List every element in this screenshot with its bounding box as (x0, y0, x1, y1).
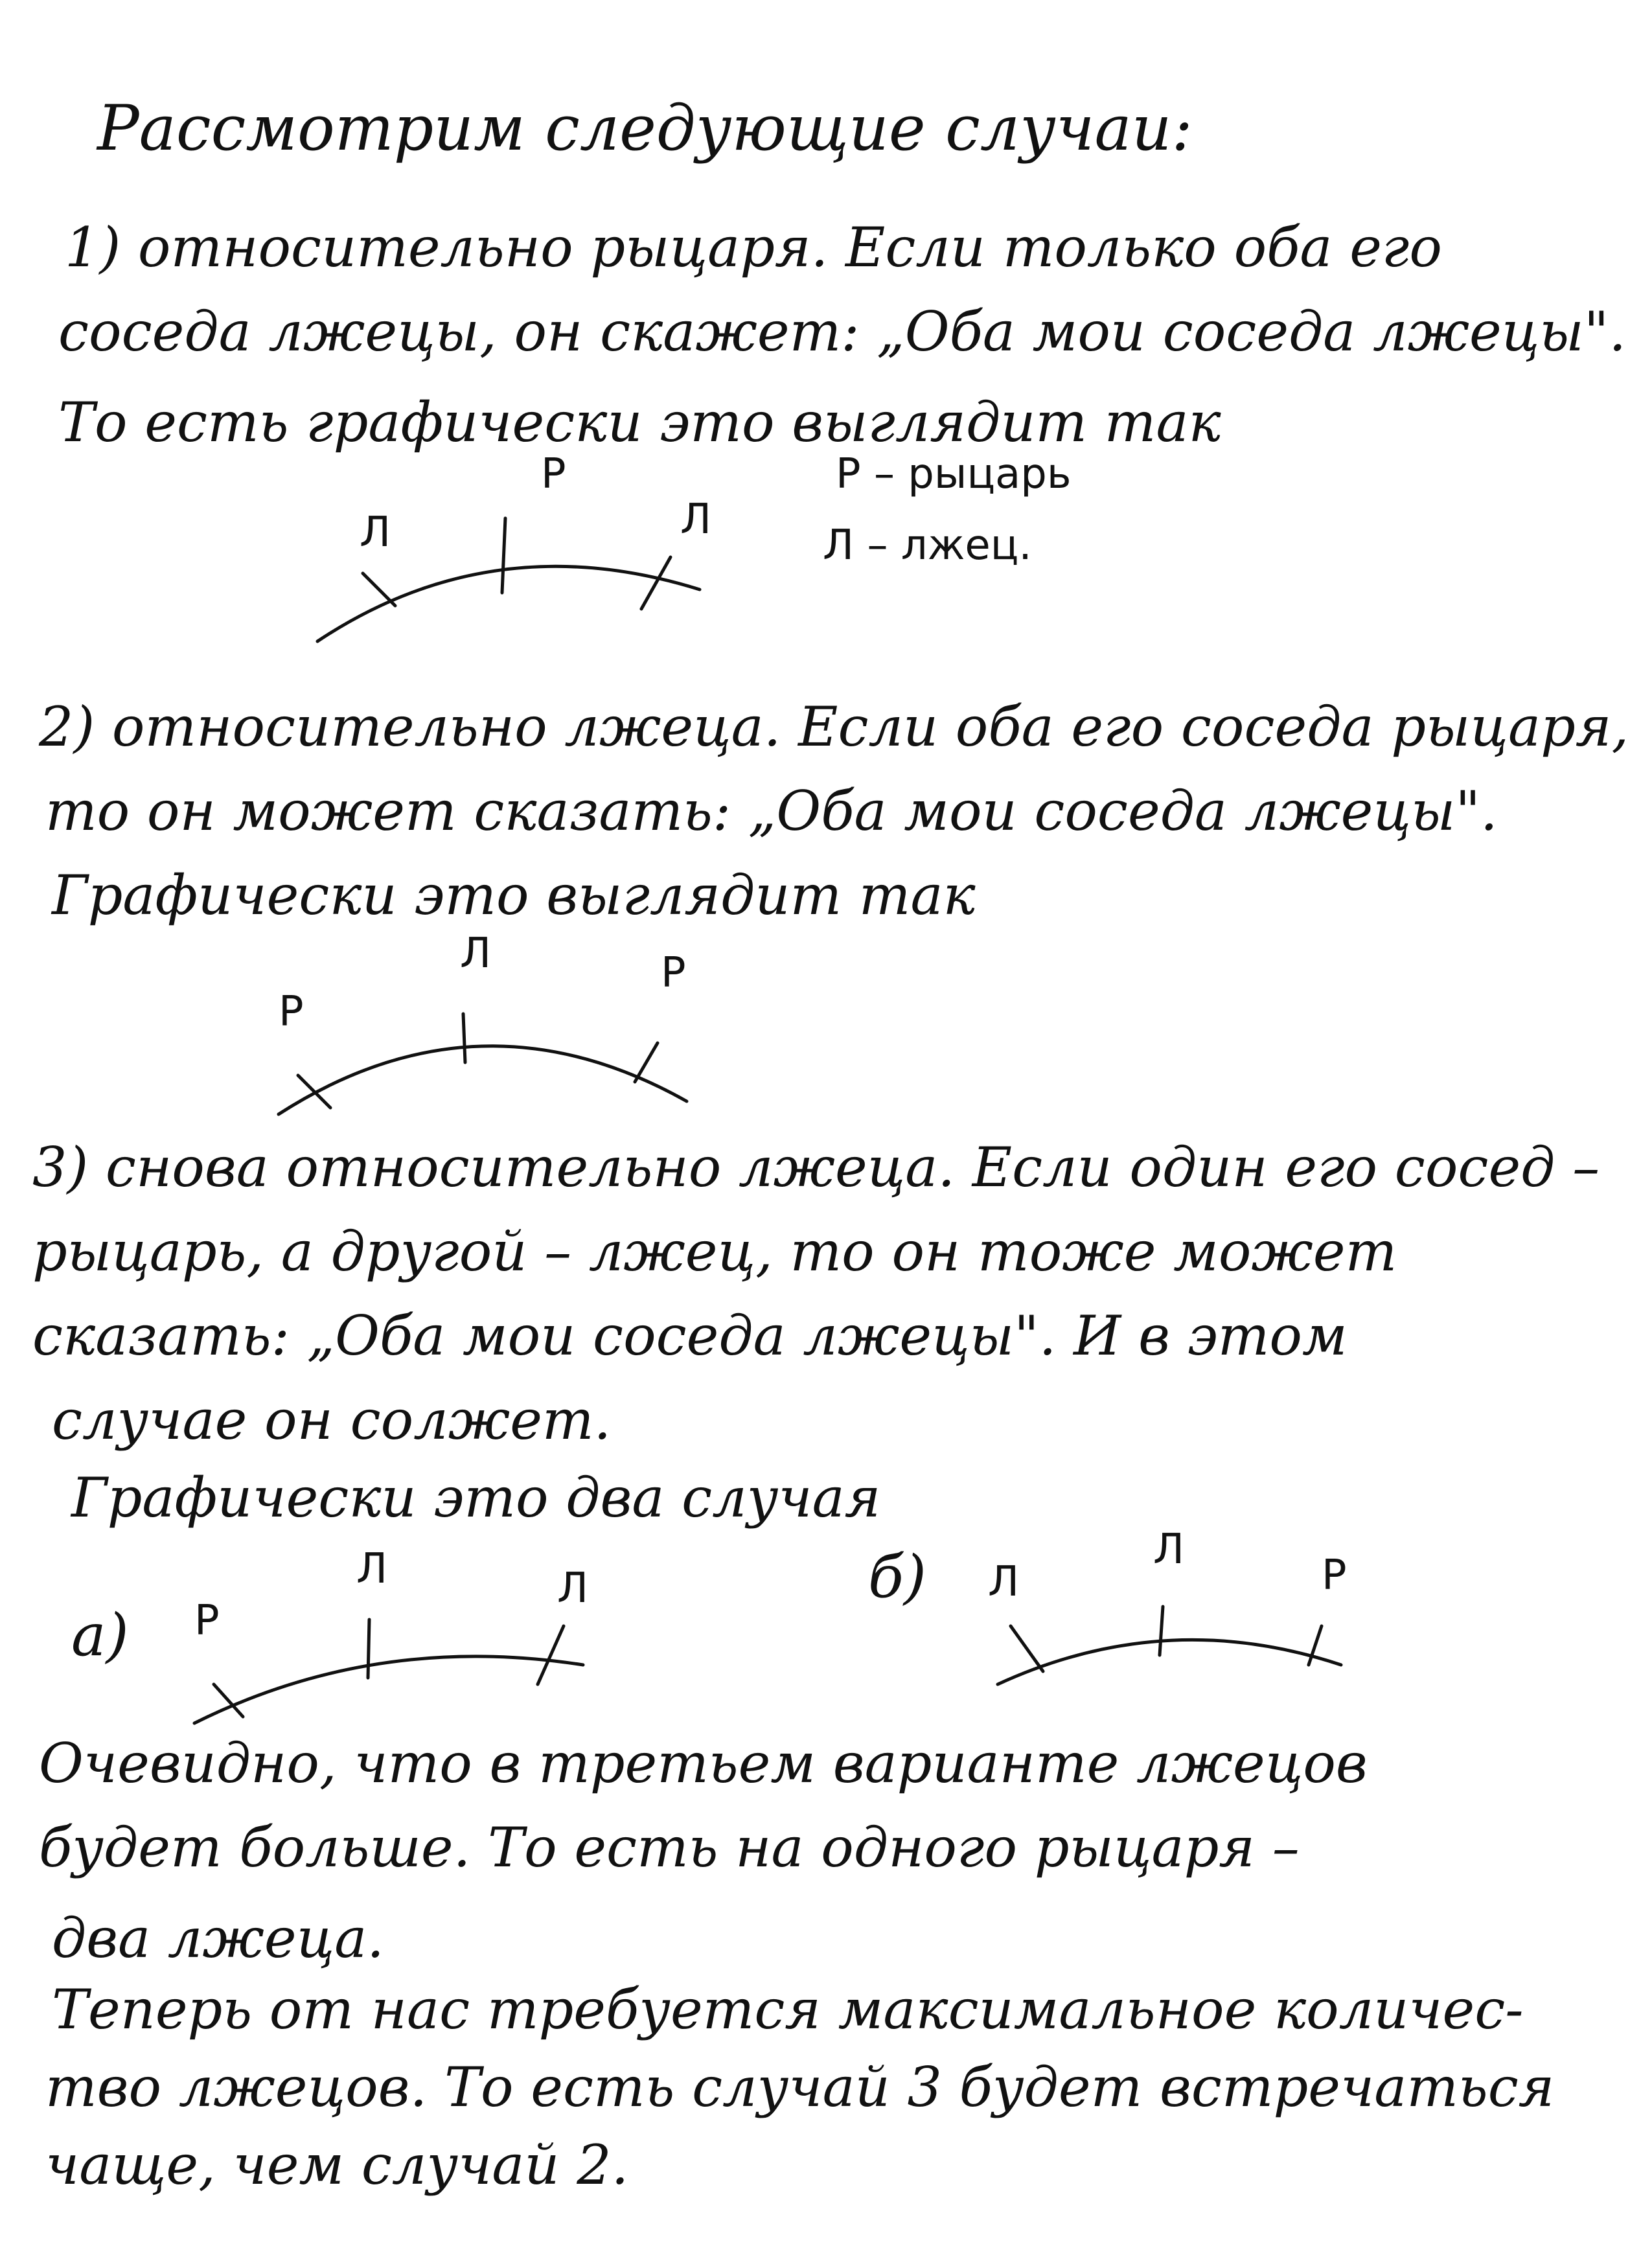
text-line: Очевидно, что в третьем варианте лжецов (39, 1732, 1368, 1795)
fig1-label-liar-left: Л (360, 509, 391, 556)
figure-2-arc (279, 1014, 687, 1114)
fig2-label-knight-left: Р (279, 988, 304, 1036)
fig1-label-knight: Р (541, 450, 566, 498)
legend-knight: Р – рыцарь (836, 450, 1072, 498)
fig2-label-liar: Л (460, 930, 492, 978)
text-line: То есть графически это выглядит так (58, 391, 1221, 454)
text-line: Графически это выглядит так (52, 864, 976, 927)
text-line: два лжеца. (52, 1907, 384, 1970)
text-line: случае он солжет. (52, 1388, 612, 1452)
text-line: 2) относительно лжеца. Если оба его соседа рыцаря, (39, 695, 1629, 759)
fig1-label-liar-right: Л (680, 496, 712, 544)
case-a-label: а) (71, 1601, 129, 1669)
text-line: тво лжецов. То есть случай 3 будет встречаться (45, 2056, 1555, 2119)
figure-1-arc (317, 518, 700, 641)
text-line: 1) относительно рыцаря. Если только оба его (65, 216, 1442, 279)
figure-3a-arc (194, 1620, 583, 1723)
fig3b-label-knight-right: Р (1322, 1552, 1347, 1599)
fig3b-label-liar-mid: Л (1153, 1526, 1185, 1574)
figure-3b-arc (998, 1607, 1341, 1684)
fig3b-label-liar-left: Л (988, 1558, 1020, 1606)
case-b-label: б) (868, 1543, 927, 1611)
text-line: сказать: „Оба мои соседа лжецы". И в этом (32, 1304, 1348, 1368)
text-line: рыцарь, а другой – лжец, то он тоже может (32, 1220, 1397, 1283)
text-line: чаще, чем случай 2. (45, 2133, 629, 2197)
heading: Рассмотрим следующие случаи: (97, 92, 1193, 165)
text-line: соседа лжецы, он скажет: „Оба мои соседа лжецы". (58, 300, 1627, 363)
text-line: Теперь от нас требуется максимальное количес- (52, 1978, 1524, 2041)
text-line: то он может сказать: „Оба мои соседа лжецы". (45, 779, 1498, 843)
fig3a-label-knight: Р (194, 1597, 220, 1645)
fig2-label-knight-right: Р (661, 949, 686, 997)
text-line: 3) снова относительно лжеца. Если один его сосед – (32, 1136, 1600, 1199)
fig3a-label-liar-right: Л (557, 1564, 589, 1612)
text-line: Графически это два случая (71, 1466, 881, 1529)
fig3a-label-liar-mid: Л (356, 1545, 388, 1593)
text-line: будет больше. То есть на одного рыцаря – (39, 1816, 1300, 1879)
legend-liar: Л – лжец. (823, 521, 1032, 569)
